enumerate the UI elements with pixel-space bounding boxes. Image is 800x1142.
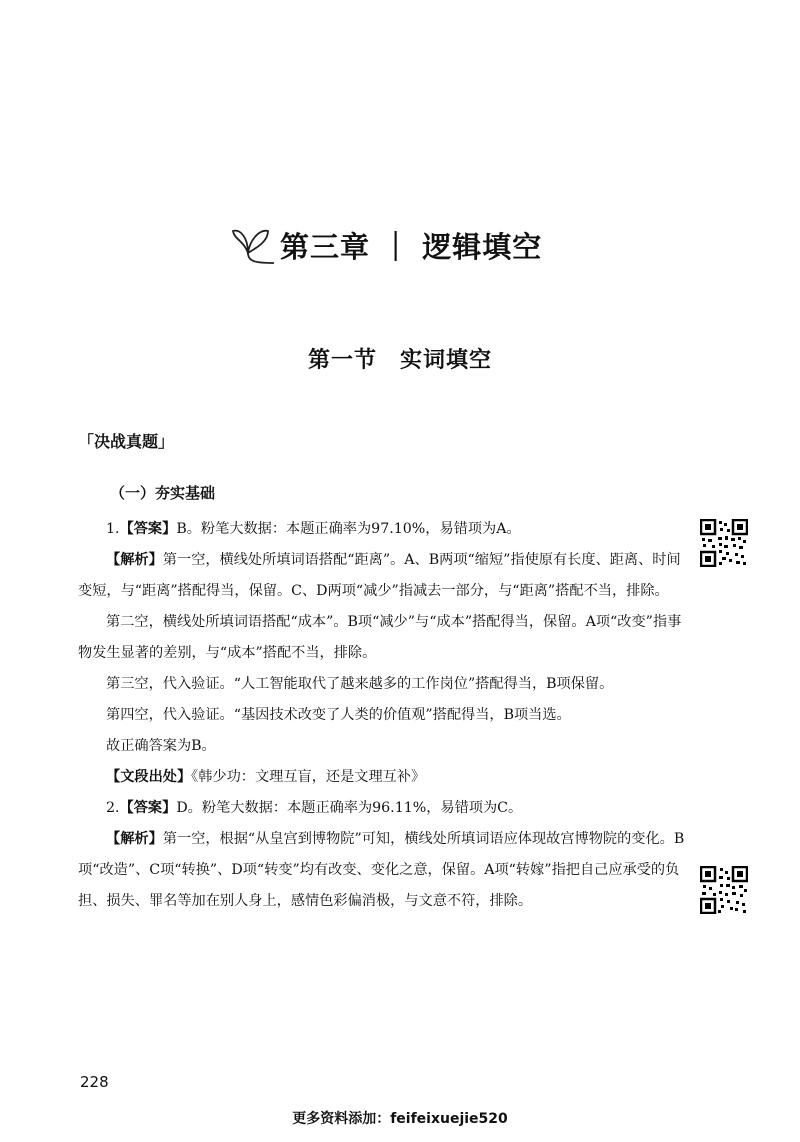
q1-paragraph-4: 第四空，代入验证。“基因技术改变了人类的价值观”搭配得当，B项当选。	[106, 707, 571, 723]
analysis-tag: 【解析】	[106, 552, 163, 568]
qr-code-icon[interactable]	[700, 519, 748, 567]
q1-paragraph-3: 第三空，代入验证。“人工智能取代了越来越多的工作岗位”搭配得当，B项保留。	[106, 676, 614, 692]
sprout-icon	[230, 223, 276, 267]
q1-paragraph-2: 第二空，横线处所填词语搭配“成本”。B项“减少”与“成本”搭配得当，保留。A项“改变”指事物发生显著的差别，与“成本”搭配不当，排除。	[78, 614, 682, 661]
source-text: 《韩少功：文理互盲，还是文理互补》	[191, 769, 426, 785]
page-number: 228	[80, 1073, 109, 1091]
chapter-title: 第三章 ｜ 逻辑填空	[280, 229, 543, 264]
analysis-text: 第一空，横线处所填词语搭配“距离”。A、B两项“缩短”指使原有长度、距离、时间变短，与“距离”搭配得当，保留。C、D两项“减少”指减去一部分，与“距离”搭配不当，排除。	[78, 552, 681, 599]
question-1	[78, 514, 690, 917]
q1-conclusion: 故正确答案为B。	[106, 738, 216, 754]
analysis-text: 第一空，根据“从皇宫到博物院”可知，横线处所填词语应体现故宫博物院的变化。B项“改造”、C项“转换”、D项“转变”均有改变、变化之意，保留。A项“转嫁”指把自己应承受的负担、损失、罪名等加在别人身上，感情色彩偏消极，与文意不符，排除。	[78, 831, 685, 909]
q2-answer-line: 2.【答案】D。粉笔大数据：本题正确率为96.11%，易错项为C。	[106, 800, 523, 816]
sub-heading: （一）夯实基础	[110, 484, 216, 502]
q2-analysis	[78, 824, 690, 917]
qr-code-icon[interactable]	[700, 866, 748, 914]
chapter-header	[230, 215, 542, 275]
analysis-tag: 【解析】	[106, 831, 163, 847]
source-tag: 【文段出处】	[106, 769, 192, 785]
q1-analysis	[78, 545, 690, 607]
answer-text: D。粉笔大数据：本题正确率为96.11%，易错项为C。	[176, 800, 523, 816]
section-title: 第一节 实词填空	[307, 348, 492, 373]
answer-tag: 【答案】	[119, 800, 177, 816]
q1-answer-line: 1.【答案】B。粉笔大数据：本题正确率为97.10%，易错项为A。	[106, 521, 521, 537]
footer-note: 更多资料添加：feifeixuejie520	[292, 1111, 508, 1127]
answer-text: B。粉笔大数据：本题正确率为97.10%，易错项为A。	[176, 521, 521, 537]
answer-tag: 【答案】	[119, 521, 177, 537]
q1-source	[78, 762, 690, 793]
bracket-heading: 「决战真题」	[78, 432, 175, 451]
